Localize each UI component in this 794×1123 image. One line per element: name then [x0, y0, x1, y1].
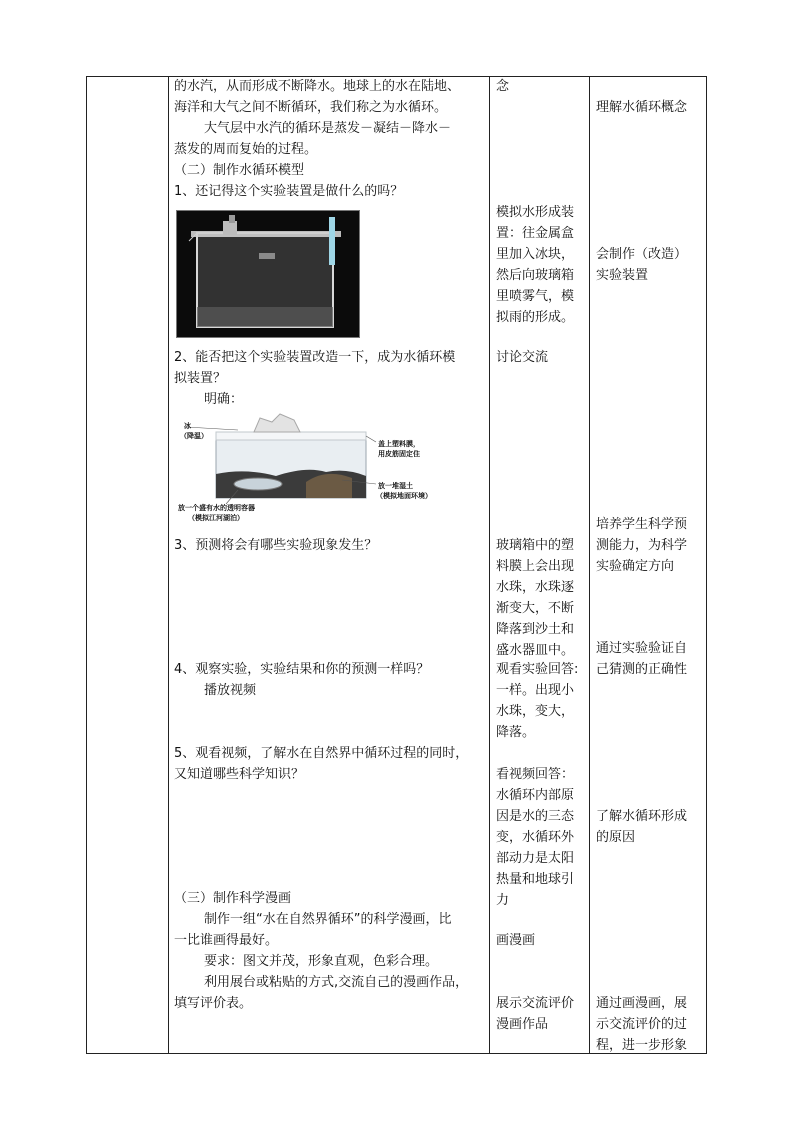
label-soil-note: （模拟地面环境） — [376, 492, 432, 500]
question-1: 1、还记得这个实验装置是做什么的吗？ — [174, 184, 404, 199]
text-line: 利用展台或粘贴的方式,交流自己的漫画作品， — [204, 975, 469, 990]
student-activity: 部动力是太阳 — [496, 851, 575, 866]
design-intent: 程，进一步形象 — [596, 1038, 688, 1053]
question-5: 5、观看视频，了解水在自然界中循环过程的同时， — [174, 746, 469, 761]
student-activity: 画漫画 — [496, 933, 536, 948]
section-heading: （二）制作水循环模型 — [174, 163, 305, 178]
student-activity: 水珠，水珠逐 — [496, 580, 575, 595]
design-intent: 己猜测的正确性 — [596, 662, 688, 677]
text-line: 大气层中水汽的循环是蒸发－凝结－降水－ — [204, 121, 452, 136]
design-intent: 培养学生科学预 — [596, 517, 688, 532]
design-intent: 实验装置 — [596, 268, 649, 283]
student-activity: 念 — [496, 79, 510, 94]
table-divider-3 — [589, 76, 590, 1054]
table-divider-1 — [168, 76, 169, 1054]
experiment-apparatus-photo — [176, 210, 360, 338]
text-line: 又知道哪些科学知识？ — [174, 767, 305, 782]
section-heading: （三）制作科学漫画 — [174, 891, 292, 906]
water-cycle-model-diagram — [176, 412, 456, 524]
table-divider-2 — [489, 76, 490, 1054]
glass-box-image — [177, 211, 359, 337]
question-3: 3、预测将会有哪些实验现象发生？ — [174, 538, 378, 553]
design-intent: 通过画漫画，展 — [596, 996, 688, 1011]
label-film-note: 用皮筋固定住 — [378, 450, 420, 458]
text-line: 填写评价表。 — [174, 996, 253, 1011]
design-intent: 实验确定方向 — [596, 559, 675, 574]
student-activity: 料膜上会出现 — [496, 559, 575, 574]
student-activity: 盛水器皿中。 — [496, 643, 575, 658]
student-activity: 漫画作品 — [496, 1017, 549, 1032]
text-line: 要求：图文并茂，形象直观，色彩合理。 — [204, 954, 439, 969]
student-activity: 置：往金属盒 — [496, 226, 575, 241]
student-activity: 一样。出现小 — [496, 683, 575, 698]
table-border-right — [706, 76, 707, 1054]
design-intent: 通过实验验证自 — [596, 641, 688, 656]
text-line: 播放视频 — [204, 683, 257, 698]
text-line: 海洋和大气之间不断循环，我们称之为水循环。 — [174, 100, 448, 115]
answer-label: 明确： — [204, 392, 244, 407]
text-line: 制作一组“水在自然界循环”的科学漫画，比 — [204, 912, 452, 927]
student-activity: 模拟水形成装 — [496, 205, 575, 220]
student-activity: 力 — [496, 893, 510, 908]
student-activity: 看视频回答： — [496, 767, 575, 782]
student-activity: 拟雨的形成。 — [496, 310, 575, 325]
design-intent: 示交流评价的过 — [596, 1017, 688, 1032]
design-intent: 了解水循环形成 — [596, 809, 688, 824]
question-4: 4、观察实验，实验结果和你的预测一样吗？ — [174, 662, 430, 677]
design-intent: 会制作（改造） — [596, 247, 688, 262]
student-activity: 里加入冰块， — [496, 247, 575, 262]
question-2: 2、能否把这个实验装置改造一下，成为水循环模 — [174, 350, 456, 365]
text-line: 拟装置？ — [174, 371, 227, 386]
student-activity: 因是水的三态 — [496, 809, 575, 824]
design-intent: 理解水循环概念 — [596, 100, 688, 115]
student-activity: 玻璃箱中的塑 — [496, 538, 575, 553]
label-soil: 放一堆湿土 — [378, 482, 413, 490]
text-line: 一比谁画得最好。 — [174, 933, 279, 948]
student-activity: 里喷雾气，模 — [496, 289, 575, 304]
text-line: 的水汽，从而形成不断降水。地球上的水在陆地、 — [174, 79, 461, 94]
student-activity: 变，水循环外 — [496, 830, 575, 845]
design-intent: 测能力，为科学 — [596, 538, 688, 553]
text-line: 蒸发的周而复始的过程。 — [174, 142, 318, 157]
student-activity: 降落到沙土和 — [496, 622, 575, 637]
label-container-note: （模拟江河湖泊） — [188, 514, 244, 522]
label-ice: 冰 — [184, 422, 191, 430]
design-intent: 的原因 — [596, 830, 636, 845]
table-border-left — [86, 76, 87, 1054]
student-activity: 讨论交流 — [496, 350, 549, 365]
student-activity: 水珠，变大， — [496, 704, 575, 719]
student-activity: 热量和地球引 — [496, 872, 575, 887]
student-activity: 渐变大，不断 — [496, 601, 575, 616]
student-activity: 观看实验回答: — [496, 662, 579, 677]
label-film: 盖上塑料膜， — [378, 440, 420, 448]
student-activity: 降落。 — [496, 725, 536, 740]
label-ice-note: （降温） — [180, 432, 208, 440]
label-container: 放一个盛有水的透明容器 — [178, 504, 255, 512]
student-activity: 然后向玻璃箱 — [496, 268, 575, 283]
student-activity: 水循环内部原 — [496, 788, 575, 803]
student-activity: 展示交流评价 — [496, 996, 575, 1011]
